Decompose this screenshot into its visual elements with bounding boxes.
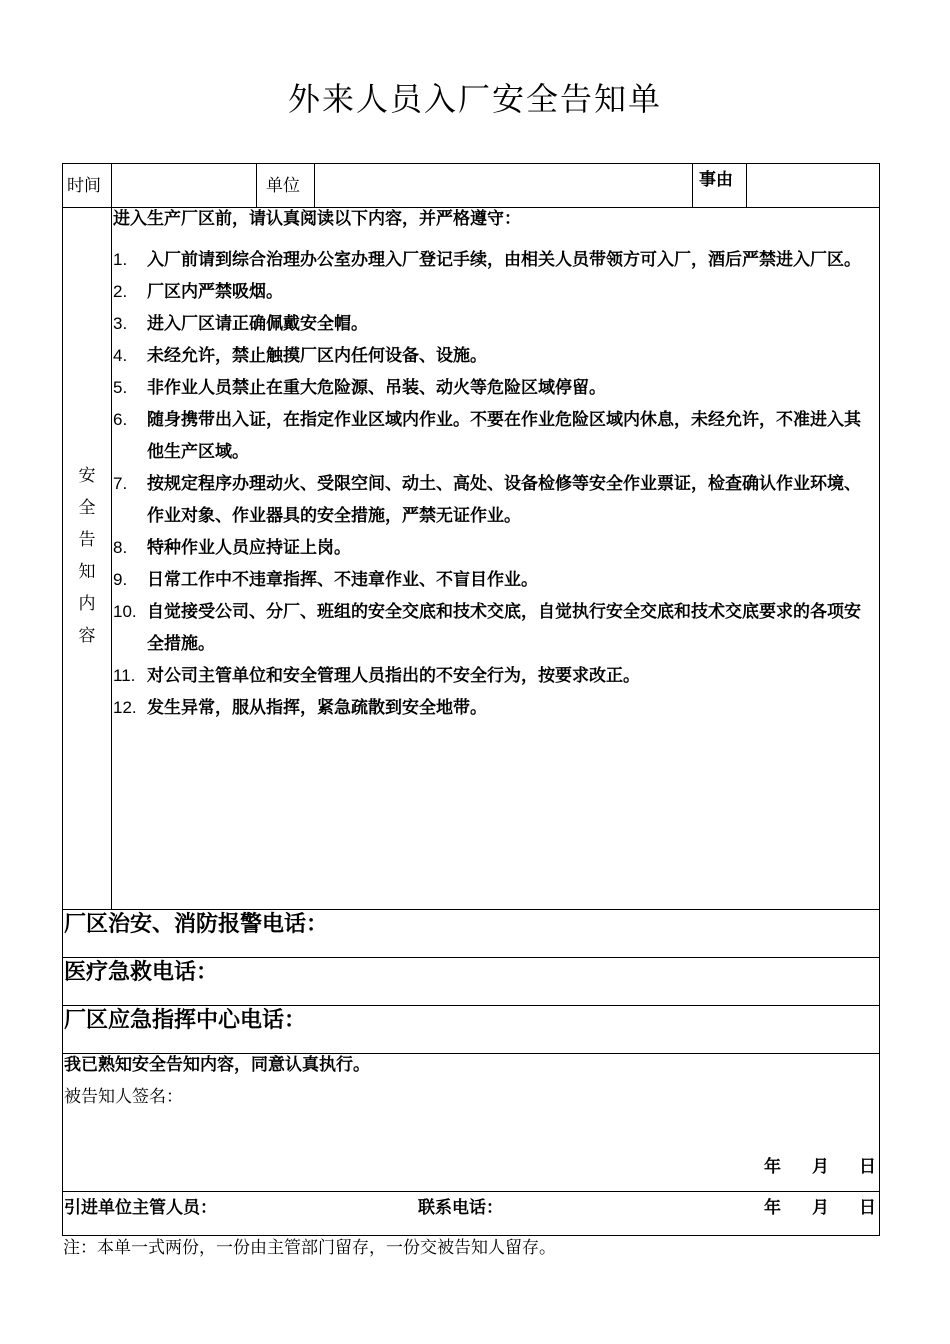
signature-label: 被告知人签名： (64, 1087, 183, 1107)
rule-text: 随身携带出入证，在指定作业区域内作业。不要在作业危险区域内休息，未经允许，不准进入其他生产区域。 (147, 410, 861, 462)
emergency-center-phone-label: 厂区应急指挥中心电话： (64, 1008, 307, 1033)
rule-text: 按规定程序办理动火、受限空间、动土、高处、设备检修等安全作业票证，检查确认作业环境、作业对象、作业器具的安全措施，严禁无证作业。 (147, 474, 861, 526)
rule-item (113, 308, 877, 340)
side-char: 安 (78, 466, 96, 486)
rule-number: 11. (113, 666, 136, 685)
rule-item (113, 276, 877, 308)
rule-number: 4. (113, 346, 128, 365)
rule-text: 厂区内严禁吸烟。 (147, 282, 283, 302)
header-divider-2 (256, 163, 257, 208)
rule-item (113, 660, 877, 692)
supervisor-year: 年 (764, 1198, 781, 1218)
ack-day: 日 (859, 1157, 876, 1177)
medical-phone-label: 医疗急救电话： (64, 960, 219, 985)
supervisor-row-divider (62, 1191, 880, 1192)
supervisor-month: 月 (812, 1198, 829, 1218)
rule-text: 未经允许，禁止触摸厂区内任何设备、设施。 (147, 346, 487, 366)
rule-number: 3. (113, 314, 128, 333)
supervisor-field[interactable] (230, 1193, 410, 1233)
time-label: 时间 (67, 176, 101, 196)
rule-number: 8. (113, 538, 128, 557)
side-char: 内 (78, 594, 96, 614)
rule-text: 对公司主管单位和安全管理人员指出的不安全行为，按要求改正。 (147, 666, 640, 686)
page-title: 外来人员入厂安全告知单 (287, 80, 662, 118)
contact-phone-label: 联系电话： (418, 1198, 503, 1218)
rule-item (113, 564, 877, 596)
rule-text: 日常工作中不违章指挥、不违章作业、不盲目作业。 (147, 570, 538, 590)
ack-statement: 我已熟知安全告知内容，同意认真执行。 (64, 1055, 370, 1075)
rule-number: 12. (113, 698, 137, 717)
rule-text: 入厂前请到综合治理办公室办理入厂登记手续，由相关人员带领方可入厂，酒后严禁进入厂区。 (147, 250, 861, 270)
time-field[interactable] (112, 164, 256, 207)
signature-field[interactable] (240, 1084, 740, 1144)
rule-number: 1. (113, 250, 128, 269)
rule-text: 发生异常，服从指挥，紧急疏散到安全地带。 (147, 698, 487, 718)
unit-label: 单位 (266, 176, 300, 196)
rule-number: 10. (113, 602, 137, 621)
reason-field[interactable] (747, 164, 879, 207)
notice-side-divider (111, 207, 112, 909)
supervisor-day: 日 (859, 1198, 876, 1218)
rules-list (113, 244, 877, 724)
rule-number: 2. (113, 282, 128, 301)
rule-item (113, 692, 877, 724)
rule-text: 自觉接受公司、分厂、班组的安全交底和技术交底，自觉执行安全交底和技术交底要求的各项安全措施。 (147, 602, 861, 654)
table-border-right (879, 163, 880, 1236)
side-char: 告 (78, 530, 96, 550)
rule-number: 5. (113, 378, 128, 397)
rule-item (113, 244, 877, 276)
reason-label: 事由 (699, 170, 733, 190)
table-border-left (62, 163, 63, 1236)
rule-item (113, 468, 877, 532)
rule-item (113, 404, 877, 468)
rule-item (113, 372, 877, 404)
notice-side-label (63, 460, 111, 652)
rule-number: 6. (113, 410, 128, 429)
contact-phone-field[interactable] (508, 1193, 748, 1233)
side-char: 全 (78, 498, 96, 518)
header-divider-4 (692, 163, 693, 208)
side-char: 知 (78, 562, 96, 582)
supervisor-label: 引进单位主管人员： (64, 1198, 217, 1218)
rule-text: 非作业人员禁止在重大危险源、吊装、动火等危险区域停留。 (147, 378, 606, 398)
ack-year: 年 (764, 1157, 781, 1177)
security-fire-phone-label: 厂区治安、消防报警电话： (64, 912, 329, 937)
rule-item (113, 596, 877, 660)
rule-text: 特种作业人员应持证上岗。 (147, 538, 351, 558)
footnote: 注：本单一式两份，一份由主管部门留存，一份交被告知人留存。 (63, 1238, 556, 1258)
rule-number: 7. (113, 474, 128, 493)
rule-item (113, 532, 877, 564)
side-char: 容 (78, 626, 96, 646)
table-border-bottom (62, 1235, 880, 1236)
rule-text: 进入厂区请正确佩戴安全帽。 (147, 314, 368, 334)
ack-month: 月 (812, 1157, 829, 1177)
unit-field[interactable] (315, 164, 692, 207)
notice-intro: 进入生产厂区前，请认真阅读以下内容，并严格遵守： (113, 209, 521, 229)
rule-item (113, 340, 877, 372)
rule-number: 9. (113, 570, 128, 589)
